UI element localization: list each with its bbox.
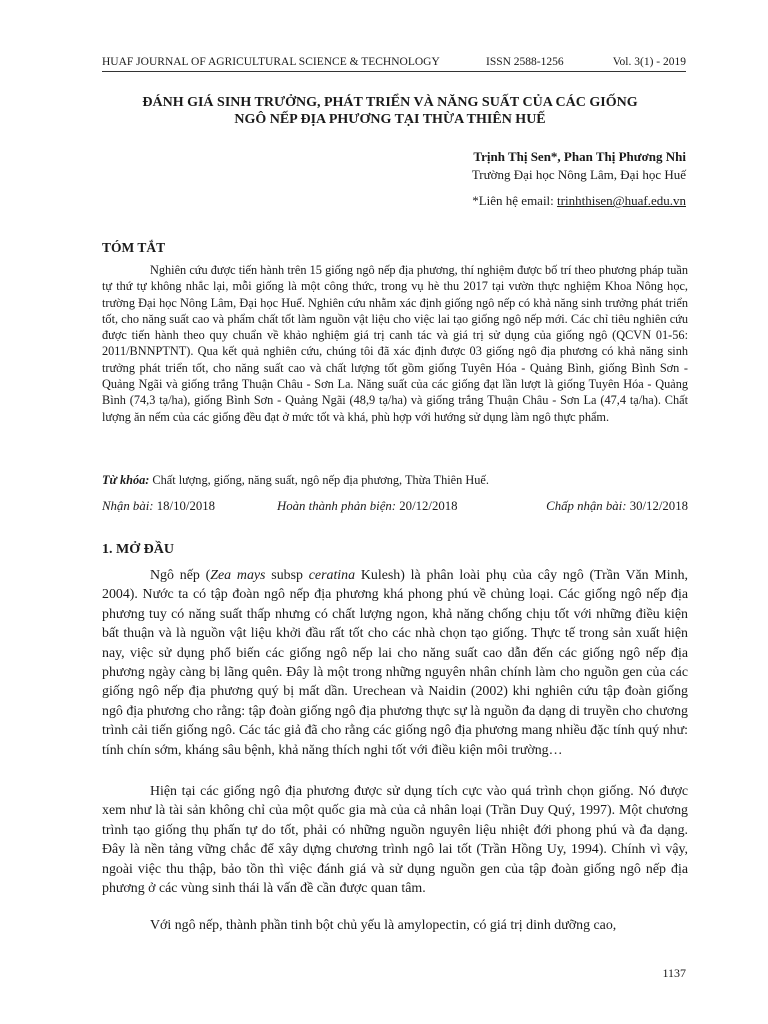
scientific-name-genus: Zea mays — [210, 568, 266, 583]
issn: ISSN 2588-1256 — [486, 56, 564, 68]
journal-name: HUAF JOURNAL OF AGRICULTURAL SCIENCE & TECHNOLOGY — [102, 56, 440, 68]
received-label: Nhận bài: — [102, 499, 154, 513]
body-paragraph-3: Với ngô nếp, thành phần tinh bột chủ yếu là amylopectin, có giá trị dinh dưỡng cao, — [150, 918, 617, 933]
scientific-name-subspecies: ceratina — [308, 568, 356, 583]
email-link[interactable]: trinhthisen@huaf.edu.vn — [557, 193, 686, 208]
article-title — [90, 94, 690, 128]
received-value: 18/10/2018 — [153, 499, 216, 513]
volume-issue: Vol. 3(1) - 2019 — [612, 56, 686, 68]
title-line-2: NGÔ NẾP ĐỊA PHƯƠNG TẠI THỪA THIÊN HUẾ — [234, 112, 546, 127]
article-dates — [102, 497, 688, 515]
contact-line — [286, 192, 686, 210]
running-header — [102, 54, 686, 70]
revised-label: Hoàn thành phản biện: — [277, 499, 397, 513]
body-paragraph-2: Hiện tại các giống ngô địa phương được sử dụng tích cực vào quá trình chọn giống. Nó được xem như là tài sản không chỉ của một quốc gia mà của cả nhân loại (Trần Duy Quý, 1997). Một chương trình tạo giống thụ phấn tự do tốt, phải có những nguồn nguyên liệu nhiệt đới phong phú và đa dạng. Đây là nền tảng vững chắc để xây dựng chương trình ngô lai tốt (Trần Hồng Uy, 1994). Chính vì vậy, ngoài việc thu thập, bảo tồn thì việc đánh giá và sử dụng nguồn gen của tập đoàn giống ngô nếp địa phương ở các vùng sinh thái là vấn đề cần được quan tâm. — [102, 784, 688, 897]
body-paragraph-1 — [102, 566, 688, 760]
accepted-value: 30/12/2018 — [626, 499, 688, 513]
keywords-text: Chất lượng, giống, năng suất, ngô nếp địa phương, Thừa Thiên Huế. — [149, 473, 489, 487]
title-line-1: ĐÁNH GIÁ SINH TRƯỞNG, PHÁT TRIỂN VÀ NĂNG SUẤT CỦA CÁC GIỐNG — [142, 95, 638, 110]
p1-part-a: Ngô nếp ( — [150, 568, 211, 583]
abstract-heading: TÓM TẮT — [102, 240, 166, 255]
p1-part-c: Kulesh) là phân loài phụ của cây ngô (Trần Văn Minh, 2004). Nước ta có tập đoàn ngô nếp địa phương khá phong phú về chủng loại. Các giống ngô nếp địa phương tuy có năng suất thấp nhưng có chất lượng ngon, khả năng chống chịu tốt với những điều kiện bất thuận và là nguồn vật liệu khởi đầu rất tốt cho các nhà chọn tạo giống. Thực tế trong sản xuất hiện nay, việc sử dụng phổ biến các giống ngô nếp lai cho năng suất cao dẫn đến các giống ngô nếp địa phương ngày càng bị lãng quên. Đây là một trong những nguyên nhân chính làm cho nguồn gen của các giống ngô nếp địa phương quý bị mất dần. Urechean và Naidin (2002) khi nghiên cứu tập đoàn giống ngô địa phương cho rằng: tập đoàn giống ngô địa phương thực sự là nguồn đa dạng di truyền cho chương trình cải tiến giống ngô. Các tác giả đã cho rằng các giống ngô địa phương mang nhiều đặc tính quý như: tính chín sớm, kháng sâu bệnh, khả năng thích nghi tốt với điều kiện môi trường… — [102, 568, 688, 758]
section-heading: 1. MỞ ĐẦU — [102, 542, 174, 557]
received-date — [102, 497, 215, 515]
header-divider — [102, 71, 686, 72]
revised-value: 20/12/2018 — [396, 499, 458, 513]
author-names: Trịnh Thị Sen*, Phan Thị Phương Nhi — [473, 149, 686, 164]
affiliation: Trường Đại học Nông Lâm, Đại học Huế — [471, 167, 686, 182]
abstract-text: Nghiên cứu được tiến hành trên 15 giống ngô nếp địa phương, thí nghiệm được bố trí theo phương pháp tuần tự thứ tự không nhắc lại, mỗi giống là một công thức, trong vụ hè thu 2017 tại vườn thực nghiệm Khoa Nông học, trường Đại học Nông Lâm, Đại học Huế. Nghiên cứu nhằm xác định giống ngô nếp có khả năng sinh trưởng phát triển tốt, cho năng suất cao và phẩm chất tốt làm nguồn vật liệu cho việc lai tạo giống ngô nếp mới. Các chỉ tiêu nghiên cứu được tiến hành theo quy chuẩn về khảo nghiệm giá trị canh tác và giá trị sử dụng của giống ngô (QCVN 01-56: 2011/BNNPTNT). Qua kết quả nghiên cứu, chúng tôi đã xác định được 03 giống ngô địa phương có khả năng sinh trưởng phát triển tốt, cho năng suất cao và chất lượng tốt gồm giống Tuyên Hóa - Quảng Bình, giống Bình Sơn - Quảng Ngãi và giống trắng Thuận Châu - Sơn La. Năng suất của các giống đạt lần lượt là giống Tuyên Hóa - Quảng Bình (74,3 tạ/ha), giống Bình Sơn - Quảng Ngãi (48,9 tạ/ha) và giống trắng Thuận Châu - Sơn La (47,4 tạ/ha). Chất lượng ăn nếm của các giống đều đạt ở mức tốt và khá, phù hợp với hướng sử dụng làm ngô thực phẩm. — [102, 263, 688, 424]
keywords-line — [102, 472, 688, 488]
accepted-label: Chấp nhận bài: — [546, 499, 627, 513]
revised-date — [277, 497, 458, 515]
contact-label: *Liên hệ email: — [472, 193, 558, 208]
author-block — [286, 148, 686, 210]
p1-part-b: subsp — [265, 568, 309, 583]
page-number: 1137 — [662, 966, 686, 980]
keywords-label: Từ khóa: — [102, 473, 150, 487]
accepted-date — [546, 497, 688, 515]
